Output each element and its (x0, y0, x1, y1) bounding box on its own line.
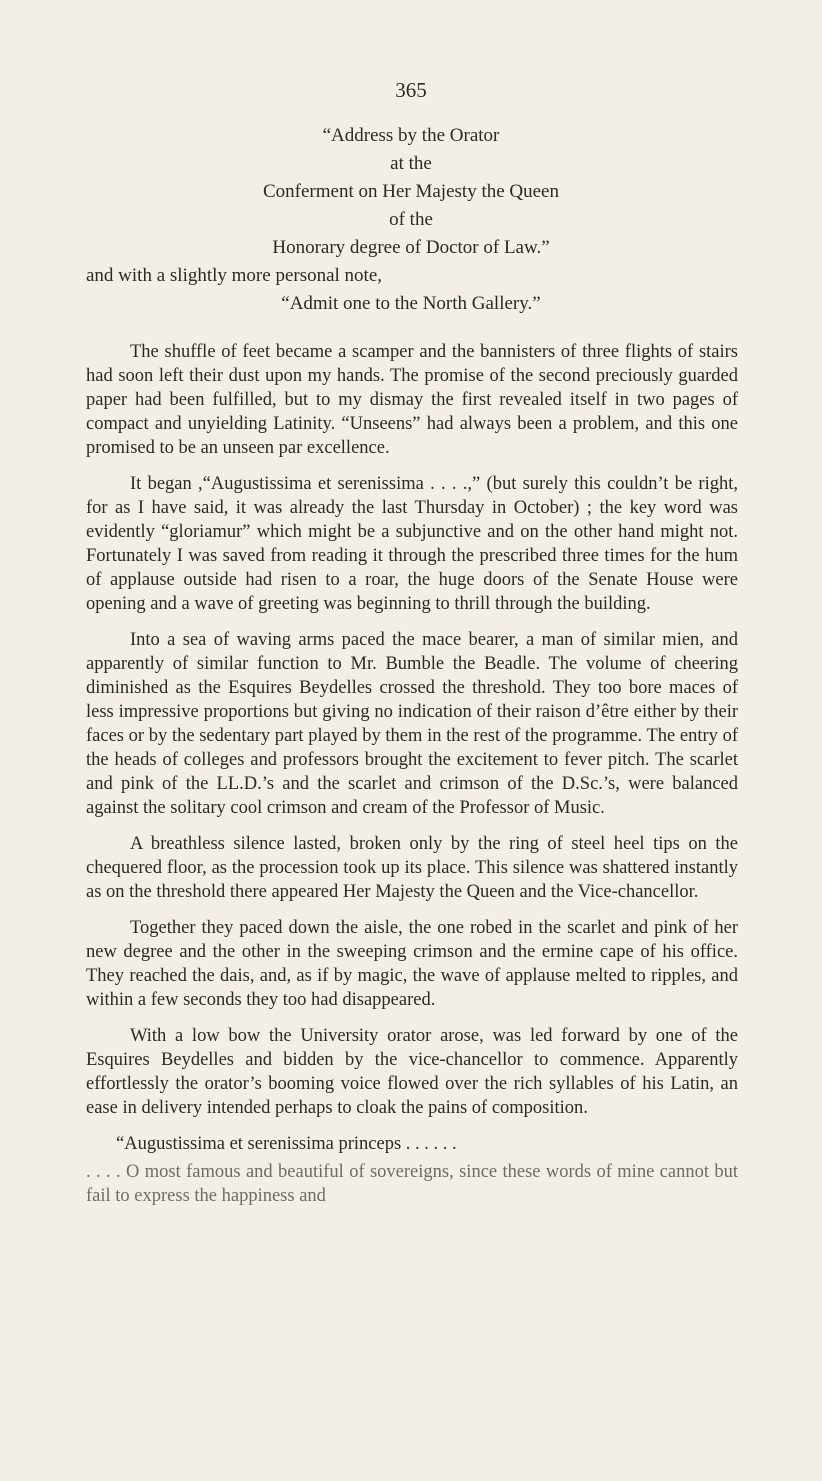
heading-line-2: at the (390, 153, 432, 174)
heading-line-6: and with a slightly more personal note, (86, 265, 383, 286)
paragraph-1: The shuffle of feet became a scamper and the bannisters of three flights of stairs had soon left their dust upon my hands. The promise of the second preciously guarded paper had been fulfilled, but to my dismay the first revealed itself in two pages of compact and unyielding Latinity. “Unseens” had always been a problem, and this one promised to be an unseen par excellence. (86, 342, 738, 458)
heading-line-1: “Address by the Orator (322, 125, 500, 146)
paragraph-3: Into a sea of waving arms paced the mace bearer, a man of similar mien, and apparently of similar function to Mr. Bumble the Beadle. The volume of cheering diminished as the Esquires Beydelles crossed the threshold. They too bore maces of less impressive proportions but giving no indication of their raison d’être either by their faces or by the sedentary part played by them in the rest of the programme. The entry of the heads of colleges and professors brought the excitement to fever pitch. The scarlet and pink of the LL.D.’s and the scarlet and crimson of the D.Sc.’s, were balanced against the solitary cool crimson and cream of the Professor of Music. (86, 630, 738, 818)
paragraph-2: It began ,“Augustissima et serenissima . . . .,” (but surely this couldn’t be right, for as I have said, it was already the last Thursday in October) ; the key word was evidently “gloriamur” which might be a subjunctive and on the other hand might not. Fortunately I was saved from reading it through the prescribed three times for the hum of applause outside had risen to a roar, the huge doors of the Senate House were opening and a wave of greeting was beginning to thrill through the building. (86, 474, 738, 614)
heading-line-5: Honorary degree of Doctor of Law.” (272, 237, 550, 258)
page-number: 365 (395, 78, 427, 102)
body-text (86, 340, 738, 1220)
latin-quote: “Augustissima et serenissima princeps . . . . . . (116, 1134, 457, 1154)
final-paragraph: . . . . O most famous and beautiful of sovereigns, since these words of mine cannot but fail to express the happiness and (86, 1162, 738, 1206)
heading-line-4: of the (389, 209, 433, 230)
heading-line-3: Conferment on Her Majesty the Queen (263, 181, 559, 202)
paragraph-5: Together they paced down the aisle, the one robed in the scarlet and pink of her new degree and the other in the sweeping crimson and the ermine cape of his office. They reached the dais, and, as if by magic, the wave of applause melted to ripples, and within a few seconds they too had disappeared. (86, 918, 738, 1010)
paragraph-4: A breathless silence lasted, broken only by the ring of steel heel tips on the chequered floor, as the procession took up its place. This silence was shattered instantly as on the threshold there appeared Her Majesty the Queen and the Vice-chancellor. (86, 834, 738, 902)
heading-line-7: “Admit one to the North Gallery.” (281, 293, 541, 314)
address-heading (0, 122, 822, 318)
paragraph-6: With a low bow the University orator arose, was led forward by one of the Esquires Beydelles and bidden by the vice-chancellor to commence. Apparently effortlessly the orator’s booming voice flowed over the rich syllables of his Latin, an ease in delivery intended perhaps to cloak the pains of composition. (86, 1026, 738, 1118)
